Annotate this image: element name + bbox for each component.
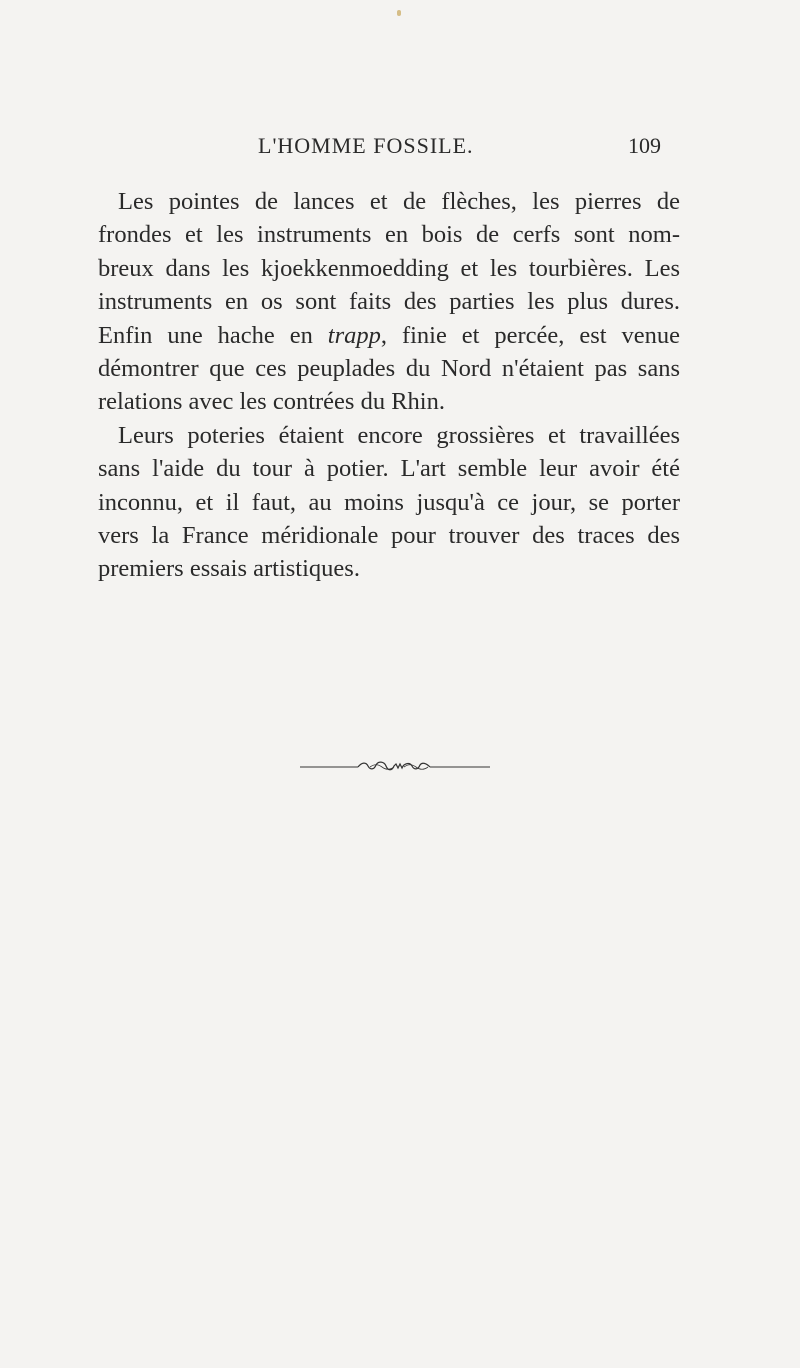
running-title: L'HOMME FOSSILE. bbox=[258, 133, 474, 158]
ink-spot bbox=[397, 10, 401, 16]
text-line: démontrer que ces peuplades du Nord n'étaient pas sans bbox=[98, 354, 680, 382]
text-line: breux dans les kjoekkenmoedding et les tourbières. Les bbox=[98, 254, 680, 282]
text-line: instruments en os sont faits des parties les plus dures. bbox=[98, 288, 680, 316]
text-line: frondes et les instruments en bois de cerfs sont nom- bbox=[98, 221, 680, 249]
text-line: inconnu, et il faut, au moins jusqu'à ce jour, se porter bbox=[98, 488, 680, 516]
paragraph-2 bbox=[98, 419, 680, 586]
text-line: premiers essais artistiques. bbox=[98, 555, 360, 583]
page-number: 109 bbox=[628, 133, 661, 158]
paragraph-1 bbox=[98, 185, 680, 419]
text-line: sans l'aide du tour à potier. L'art semble leur avoir été bbox=[98, 455, 680, 483]
italic-term: trapp bbox=[327, 321, 381, 349]
text-line bbox=[98, 319, 680, 352]
text-line: vers la France méridionale pour trouver des traces des bbox=[98, 521, 680, 549]
text-line: relations avec les contrées du Rhin. bbox=[98, 388, 445, 416]
tailpiece-ornament-icon bbox=[300, 760, 490, 774]
body-text bbox=[98, 185, 680, 586]
text-fragment: , finie et percée, est venue bbox=[380, 321, 680, 349]
text-line: Leurs poteries étaient encore grossières et travaillées bbox=[118, 421, 680, 449]
text-fragment: Enfin une hache en bbox=[98, 321, 328, 349]
running-head bbox=[0, 133, 800, 163]
text-line: Les pointes de lances et de flèches, les pierres de bbox=[118, 188, 680, 215]
